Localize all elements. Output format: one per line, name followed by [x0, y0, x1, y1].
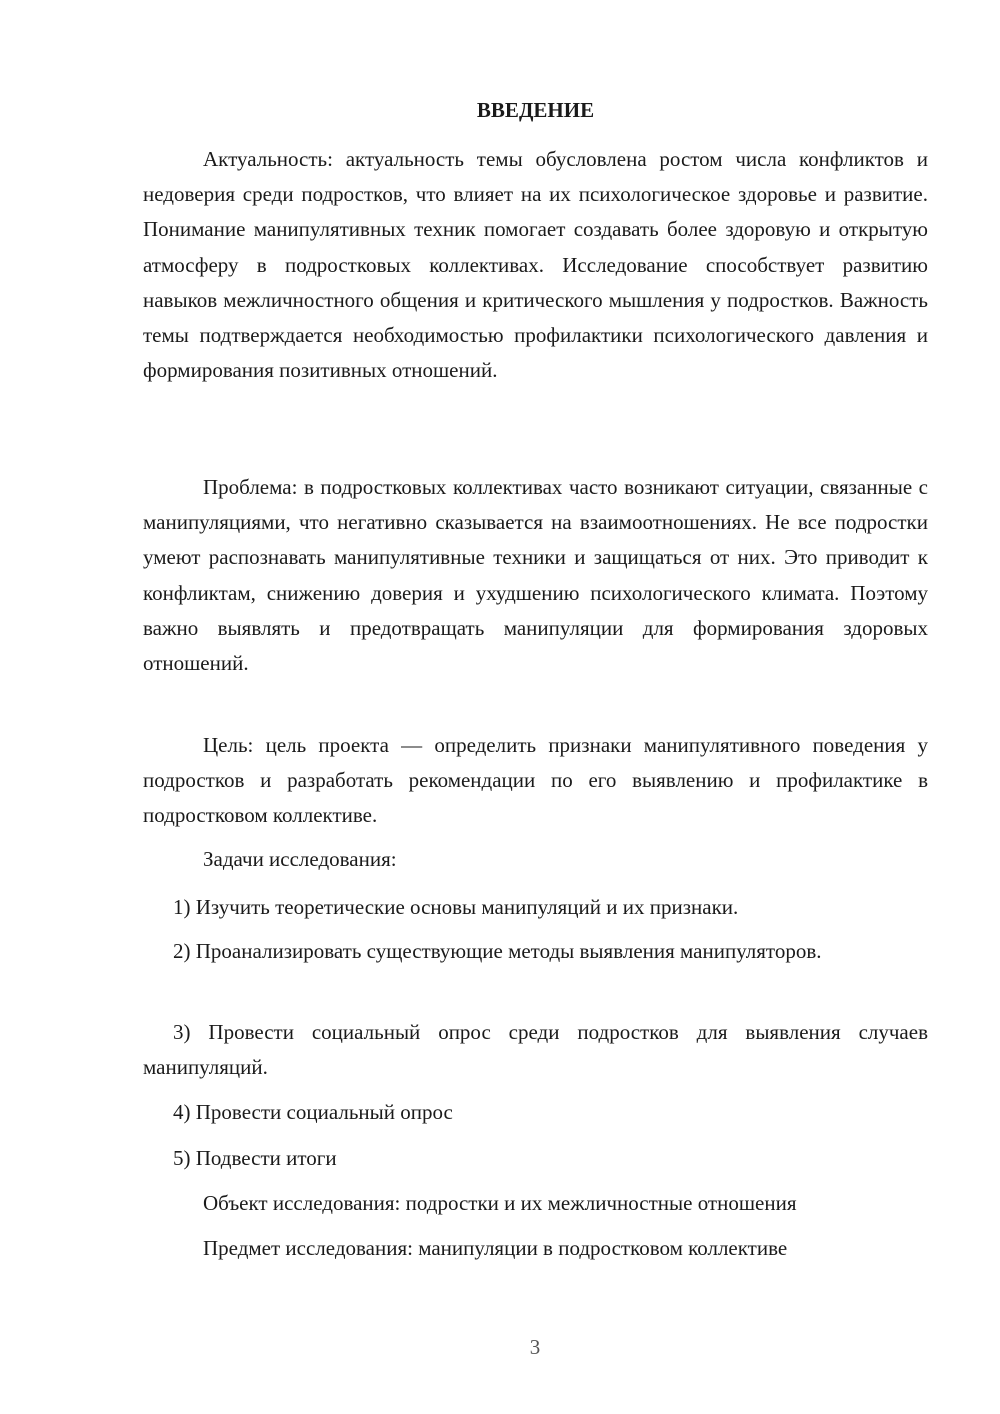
page-number: 3 [529, 1335, 541, 1359]
problem-paragraph: Проблема: в подростковых коллективах часто возникают ситуации, связанные с манипуляциями, что негативно сказывается на взаимоотношениях. Не все подростки умеют распознавать манипулятивные техники и защищаться от них. Это приводит к конфликтам, снижению доверия и ухудшению психологического климата. Поэтому важно выявлять и предотвращать манипуляции для формирования здоровых отношений. [143, 475, 928, 676]
task-item-3: 3) Провести социальный опрос среди подростков для выявления случаев манипуляций. [143, 1020, 928, 1079]
research-object: Объект исследования: подростки и их межличностные отношения [203, 1191, 797, 1215]
task-item-1: 1) Изучить теоретические основы манипуляций и их признаки. [173, 895, 739, 919]
goal-paragraph: Цель: цель проекта — определить признаки манипулятивного поведения у подростков и разработать рекомендации по его выявлению и профилактике в подростковом коллективе. [143, 733, 928, 828]
task-item-5: 5) Подвести итоги [173, 1146, 337, 1170]
task-item-2: 2) Проанализировать существующие методы выявления манипуляторов. [173, 939, 822, 963]
task-item-4: 4) Провести социальный опрос [173, 1100, 453, 1124]
page-title: ВВЕДЕНИЕ [476, 98, 595, 122]
relevance-paragraph: Актуальность: актуальность темы обусловлена ростом числа конфликтов и недоверия среди подростков, что влияет на их психологическое здоровье и развитие. Понимание манипулятивных техник помогает создавать более здоровую и открытую атмосферу в подростковых коллективах. Исследование способствует развитию навыков межличностного общения и критического мышления у подростков. Важность темы подтверждается необходимостью профилактики психологического давления и формирования позитивных отношений. [143, 147, 928, 383]
research-subject: Предмет исследования: манипуляции в подростковом коллективе [203, 1236, 788, 1260]
tasks-heading: Задачи исследования: [203, 847, 397, 871]
